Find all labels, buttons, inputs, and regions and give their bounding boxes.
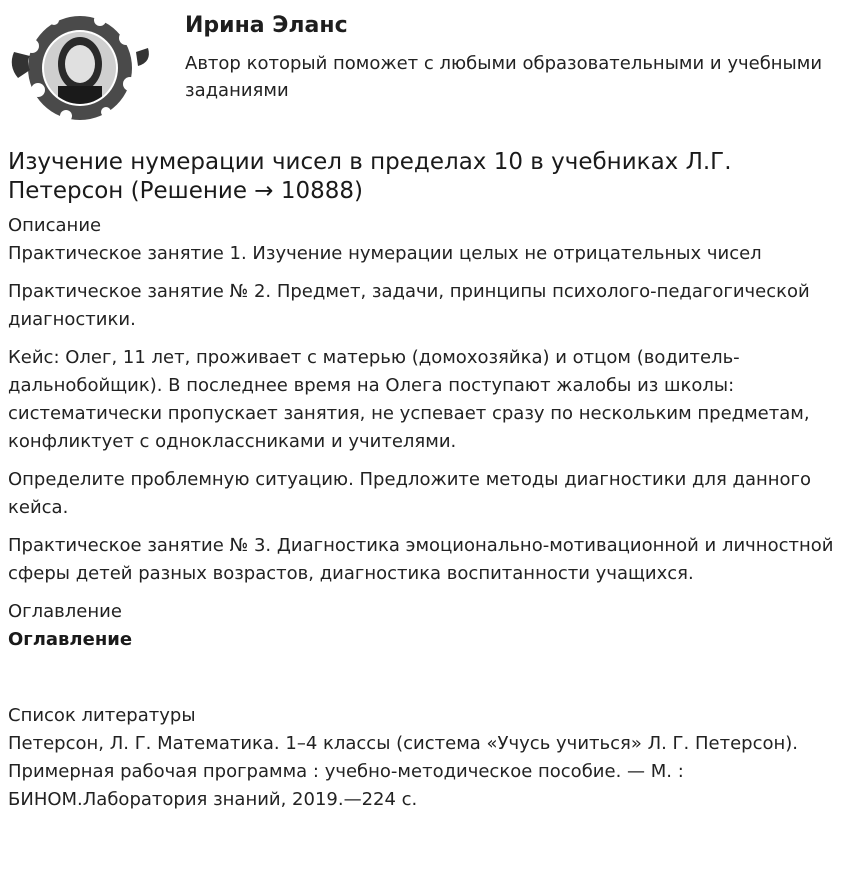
bibliography-label: Список литературы xyxy=(8,705,196,726)
bibliography-entry: Петерсон, Л. Г. Математика. 1–4 классы (система «Учусь учиться» Л. Г. Петерсон). Примерная рабочая программа : учебно-методическое пособие. — М. : БИНОМ.Лаборатория знаний, 2019.—224 с. xyxy=(8,733,798,810)
paragraph-case: Кейс: Олег, 11 лет, проживает с матерью (домохозяйка) и отцом (водитель-дальнобойщик). В последнее время на Олега поступают жалобы из школы: систематически пропускает занятия, не успевает сразу по нескольким предметам, конфликтует с одноклассниками и учителями. xyxy=(8,347,810,452)
toc-spacer xyxy=(8,654,838,702)
toc-heading: Оглавление xyxy=(8,629,133,650)
toc-label: Оглавление xyxy=(8,601,122,622)
author-avatar[interactable] xyxy=(8,6,152,128)
author-description: Автор который поможет с любыми образовательными и учебными заданиями xyxy=(185,53,823,101)
page-title: Изучение нумерации чисел в пределах 10 в учебниках Л.Г. Петерсон (Решение → 10888) xyxy=(8,149,732,204)
author-card xyxy=(8,6,838,128)
paragraph-1: Практическое занятие 1. Изучение нумерации целых не отрицательных чисел xyxy=(8,243,762,264)
paragraph-2: Практическое занятие № 2. Предмет, задачи, принципы психолого-педагогической диагностики. xyxy=(8,281,810,330)
paragraph-task: Определите проблемную ситуацию. Предложите методы диагностики для данного кейса. xyxy=(8,469,812,518)
document-content xyxy=(8,148,838,824)
description-label: Описание xyxy=(8,215,102,236)
paragraph-3: Практическое занятие № 3. Диагностика эмоционально-мотивационной и личностной сферы детей разных возрастов, диагностика воспитанности учащихся. xyxy=(8,535,834,584)
author-name[interactable]: Ирина Эланс xyxy=(185,13,348,38)
